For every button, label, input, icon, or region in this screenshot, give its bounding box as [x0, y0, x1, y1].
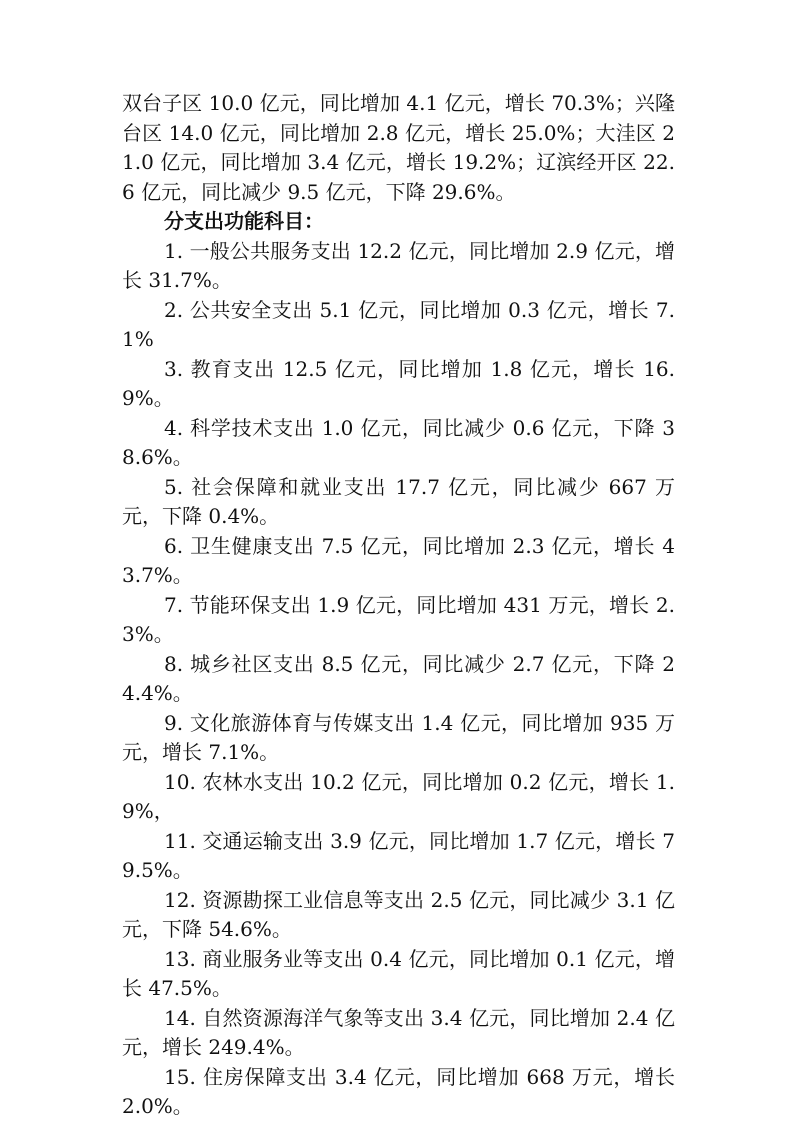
- list-item: 3. 教育支出 12.5 亿元，同比增加 1.8 亿元，增长 16.9%。: [122, 356, 675, 410]
- list-item: 13. 商业服务业等支出 0.4 亿元，同比增加 0.1 亿元，增长 47.5%。: [122, 946, 675, 1000]
- list-item: 12. 资源勘探工业信息等支出 2.5 亿元，同比减少 3.1 亿元，下降 54.6%。: [122, 887, 675, 941]
- list-item: 5. 社会保障和就业支出 17.7 亿元，同比减少 667 万元，下降 0.4%。: [122, 474, 675, 528]
- list-item: 6. 卫生健康支出 7.5 亿元，同比增加 2.3 亿元，增长 43.7%。: [122, 533, 675, 587]
- list-item: 2. 公共安全支出 5.1 亿元，同比增加 0.3 亿元，增长 7.1%: [122, 297, 675, 351]
- list-item: 10. 农林水支出 10.2 亿元，同比增加 0.2 亿元，增长 1.9%，: [122, 769, 675, 823]
- list-item: 7. 节能环保支出 1.9 亿元，同比增加 431 万元，增长 2.3%。: [122, 592, 675, 646]
- intro-paragraph: 双台子区 10.0 亿元，同比增加 4.1 亿元，增长 70.3%；兴隆台区 14.0 亿元，同比增加 2.8 亿元，增长 25.0%；大洼区 21.0 亿元，同比增加 3.4 亿元，增长 19.2%；辽滨经开区 22.6 亿元，同比减少 9.5 亿元，下降 29.6%。: [122, 91, 675, 204]
- list-item: 11. 交通运输支出 3.9 亿元，同比增加 1.7 亿元，增长 79.5%。: [122, 828, 675, 882]
- section-heading: 分支出功能科目：: [164, 209, 324, 233]
- list-item: 1. 一般公共服务支出 12.2 亿元，同比增加 2.9 亿元，增长 31.7%。: [122, 238, 675, 292]
- list-item: 14. 自然资源海洋气象等支出 3.4 亿元，同比增加 2.4 亿元，增长 249.4%。: [122, 1005, 675, 1059]
- list-item: 4. 科学技术支出 1.0 亿元，同比减少 0.6 亿元，下降 38.6%。: [122, 415, 675, 469]
- list-item: 8. 城乡社区支出 8.5 亿元，同比减少 2.7 亿元，下降 24.4%。: [122, 651, 675, 705]
- list-item: 15. 住房保障支出 3.4 亿元，同比增加 668 万元，增长 2.0%。: [122, 1064, 675, 1118]
- list-item: 9. 文化旅游体育与传媒支出 1.4 亿元，同比增加 935 万元，增长 7.1%。: [122, 710, 675, 764]
